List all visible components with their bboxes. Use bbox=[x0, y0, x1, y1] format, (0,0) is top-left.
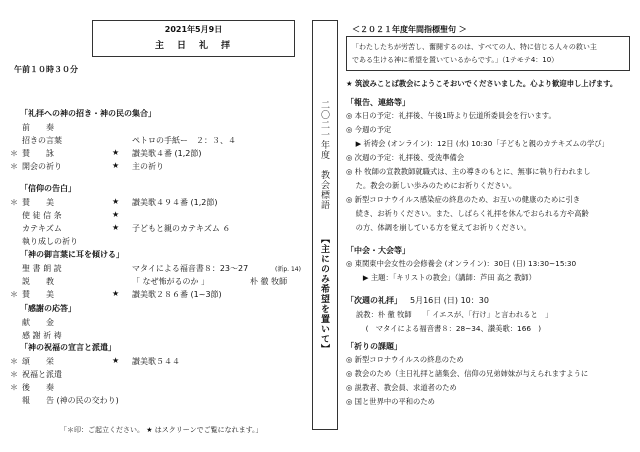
welcome-text: ★ 筑波みことば教会にようこそおいでくださいました。心より歓迎申し上げます。 bbox=[346, 79, 618, 88]
report-line: ◎ 新型コロナウイルス感染症の終息のため、お互いの健康のために引き bbox=[346, 195, 581, 204]
screen-star: ★ bbox=[112, 161, 120, 170]
section-heading: 「神の祝福の宣言と派遣」 bbox=[20, 343, 116, 352]
item-name: 執り成しの祈り bbox=[22, 237, 78, 246]
order-item bbox=[0, 330, 300, 342]
report-line: ▶ 祈祷会 (オンライン)：12日 (水) 10:30「子どもと親のカテキズムの学び」 bbox=[346, 139, 609, 148]
item-name: 祝福と派遣 bbox=[22, 370, 62, 379]
order-item bbox=[0, 122, 300, 134]
order-item bbox=[0, 135, 300, 147]
item-content: 讃美歌４番 (1,2節) bbox=[132, 149, 202, 158]
item-name: 招きの言葉 bbox=[22, 136, 62, 145]
item-content: 主の祈り bbox=[132, 162, 164, 171]
screen-star: ★ bbox=[112, 223, 120, 232]
section-heading: 「感謝の応答」 bbox=[20, 304, 76, 313]
footnote: 「＊印：ご起立ください。 ★ はスクリーンでご覧になれます。」 bbox=[60, 426, 263, 434]
required-mark: ＊ bbox=[10, 198, 18, 207]
item-name: カテキズム bbox=[22, 224, 62, 233]
verse-line-1: 「わたしたちが労苦し、奮闘するのは、すべての人、特に信じる人々の救い主 bbox=[352, 43, 597, 51]
section-heading: 「礼拝への神の招き・神の民の集合」 bbox=[20, 109, 156, 118]
order-item bbox=[0, 289, 300, 301]
item-note: (新p. 14) bbox=[275, 266, 301, 273]
order-item bbox=[0, 148, 300, 160]
item-name: 献 金 bbox=[22, 318, 54, 327]
meeting-line: ◎ 東関東中会女性の会修養会 (オンライン)：30日 (日) 13:30~15:30 bbox=[346, 259, 577, 268]
item-content: 讃美歌５４４ bbox=[132, 357, 180, 366]
prayer-heading: 「祈りの課題」 bbox=[346, 342, 402, 351]
order-item bbox=[0, 197, 300, 209]
verse-line-2: である生ける神に希望を置いているからです。」（1テモテ4：10） bbox=[352, 56, 559, 64]
prayer-line: ◎ 国と世界中の平和のため bbox=[346, 397, 435, 406]
prayer-line: ◎ 教会のため（主日礼拝と諸集会、信仰の兄弟姉妹が与えられますように bbox=[346, 369, 589, 378]
item-name: 説 教 bbox=[22, 277, 54, 286]
order-item bbox=[0, 210, 300, 222]
item-content: マタイによる福音書８：23〜27 bbox=[132, 264, 249, 273]
item-name: 使 徒 信 条 bbox=[22, 211, 62, 220]
item-content: 子どもと親のカテキズム ６ bbox=[132, 224, 231, 233]
required-mark: ＊ bbox=[10, 290, 18, 299]
item-name: 頌 栄 bbox=[22, 357, 54, 366]
order-item bbox=[0, 223, 300, 235]
screen-star: ★ bbox=[112, 210, 120, 219]
next-service-date: 5月16日 (日) 10：30 bbox=[410, 296, 489, 305]
order-item bbox=[0, 236, 300, 248]
section-heading: 「信仰の告白」 bbox=[20, 184, 76, 193]
required-mark: ＊ bbox=[10, 370, 18, 379]
service-date: 2021年5月9日 bbox=[164, 25, 223, 34]
item-name: 開会の祈り bbox=[22, 162, 62, 171]
meetings-heading: 「中会・大会等」 bbox=[346, 246, 410, 255]
order-item bbox=[0, 276, 300, 288]
next-service-line: 説教：朴 徹 牧師 「 イエスが、「行け」と言われると 」 bbox=[356, 310, 553, 319]
report-line: 続き、お祈りください。また、しばらく礼拝を休んでおられる方や高齢 bbox=[346, 209, 589, 218]
screen-star: ★ bbox=[112, 197, 120, 206]
item-name: 前 奏 bbox=[22, 123, 54, 132]
order-item bbox=[0, 369, 300, 381]
report-line: た。教会の新しい歩みのためにお祈りください。 bbox=[346, 181, 517, 190]
order-item bbox=[0, 382, 300, 394]
item-name: 報 告 (神の民の交わり) bbox=[22, 396, 119, 405]
item-name: 賛 美 bbox=[22, 198, 54, 207]
motto-box bbox=[312, 20, 338, 430]
screen-star: ★ bbox=[112, 148, 120, 157]
report-line: ◎ 今週の予定 bbox=[346, 125, 392, 134]
report-line: ◎ 本日の予定：礼拝後、午後1時より伝道所委員会を行います。 bbox=[346, 111, 556, 120]
item-name: 感 謝 祈 祷 bbox=[22, 331, 62, 340]
next-service-line: ( マタイによる福音書８：28~34、讃美歌：166 ) bbox=[356, 324, 542, 333]
meeting-line: ▶ 主題：「キリストの教会」（講師：芦田 高之 教師） bbox=[346, 273, 536, 282]
order-item bbox=[0, 161, 300, 173]
order-item bbox=[0, 263, 300, 275]
church-motto: 【主にのみ希望を置いて】 bbox=[319, 234, 329, 354]
item-content: ペトロの手紙ー ２：３、４ bbox=[132, 136, 236, 145]
verse-title: ＜２０２１年度年間指標聖句 ＞ bbox=[352, 25, 467, 34]
screen-star: ★ bbox=[112, 289, 120, 298]
service-title: 主 日 礼 拝 bbox=[154, 41, 232, 51]
section-heading: 「神の御言葉に耳を傾ける」 bbox=[20, 250, 124, 259]
year-motto-heading: 二〇二一年度 教会標語 bbox=[319, 100, 329, 210]
item-note: 朴 徹 牧師 bbox=[250, 277, 288, 286]
item-name: 賛 美 bbox=[22, 290, 54, 299]
item-content: 「 なぜ怖がるのか 」 bbox=[132, 277, 210, 286]
next-service-heading: 「次週の礼拝」 bbox=[346, 296, 402, 305]
report-line: ◎ 朴 牧師の宣教教師就職式は、主の導きのもとに、無事に執り行われまし bbox=[346, 167, 591, 176]
item-name: 賛 詠 bbox=[22, 149, 54, 158]
required-mark: ＊ bbox=[10, 162, 18, 171]
order-item bbox=[0, 317, 300, 329]
prayer-line: ◎ 新型コロナウイルスの終息のため bbox=[346, 355, 464, 364]
screen-star: ★ bbox=[112, 356, 120, 365]
item-name: 後 奏 bbox=[22, 383, 54, 392]
item-content: 讃美歌４９４番 (1,2節) bbox=[132, 198, 218, 207]
item-content: 讃美歌２８６番 (1~3節) bbox=[132, 290, 222, 299]
report-line: ◎ 次週の予定：礼拝後、受洗準備会 bbox=[346, 153, 465, 162]
reports-heading: 「報告、連絡等」 bbox=[346, 98, 410, 107]
required-mark: ＊ bbox=[10, 383, 18, 392]
required-mark: ＊ bbox=[10, 149, 18, 158]
order-item bbox=[0, 395, 300, 407]
service-time: 午前１０時３０分 bbox=[14, 65, 78, 74]
required-mark: ＊ bbox=[10, 357, 18, 366]
prayer-line: ◎ 説教者、教会員、求道者のため bbox=[346, 383, 457, 392]
report-line: の方、体調を崩している方を覚えてお祈りください。 bbox=[346, 223, 531, 232]
item-name: 聖 書 朗 読 bbox=[22, 264, 62, 273]
order-item bbox=[0, 356, 300, 368]
